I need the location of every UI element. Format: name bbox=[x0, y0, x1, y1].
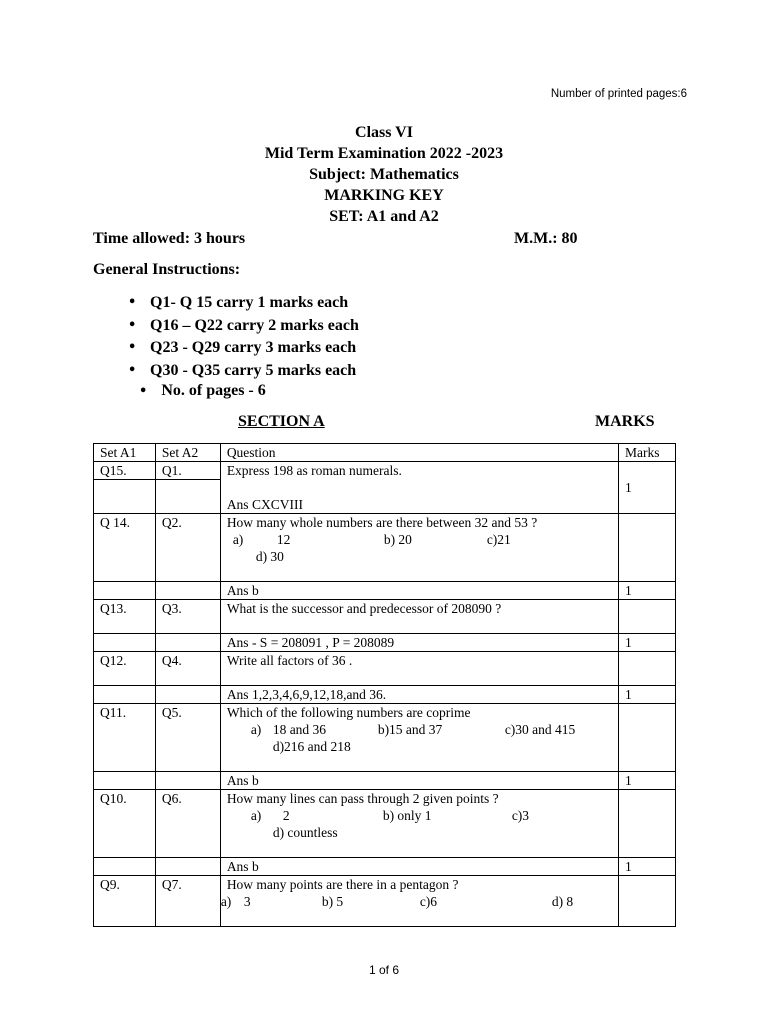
marks-title: MARKS bbox=[595, 413, 655, 430]
option-b: b) 5 bbox=[321, 894, 344, 909]
answer-text: Ans b bbox=[220, 582, 618, 600]
table-header-row bbox=[94, 444, 676, 462]
option-b: b) only 1 bbox=[382, 808, 432, 823]
options-line bbox=[227, 531, 612, 548]
option-d: d)216 and 218 bbox=[272, 739, 351, 754]
table-row bbox=[94, 686, 676, 704]
exam-title: Mid Term Examination 2022 -2023 bbox=[264, 145, 504, 162]
question-text: What is the successor and predecessor of 208090 ? bbox=[220, 600, 618, 634]
option-value: 2 bbox=[282, 808, 290, 823]
answer-text: Ans CXCVIII bbox=[226, 497, 303, 512]
table-row bbox=[94, 514, 676, 582]
marks-cell: 1 bbox=[619, 686, 676, 704]
set-title: SET: A1 and A2 bbox=[329, 208, 439, 225]
marks-cell: 1 bbox=[619, 772, 676, 790]
table-row bbox=[94, 858, 676, 876]
options-line bbox=[227, 807, 612, 824]
set-a1-cell: Q15. bbox=[94, 462, 156, 480]
instruction-item: • Q23 - Q29 carry 3 marks each bbox=[128, 337, 359, 360]
table-row bbox=[94, 772, 676, 790]
question-text: Express 198 as roman numerals. bbox=[226, 463, 402, 478]
set-a2-cell: Q5. bbox=[155, 704, 220, 772]
subject-title: Subject: Mathematics bbox=[309, 166, 459, 183]
answer-text: Ans - S = 208091 , P = 208089 bbox=[220, 634, 618, 652]
table-row bbox=[94, 634, 676, 652]
option-value: 12 bbox=[276, 532, 291, 547]
table-row bbox=[94, 652, 676, 686]
table-row bbox=[94, 704, 676, 772]
set-a2-cell: Q2. bbox=[155, 514, 220, 582]
instructions-title: General Instructions: bbox=[93, 261, 241, 278]
set-a2-cell: Q1. bbox=[155, 462, 220, 480]
set-a1-cell: Q 14. bbox=[94, 514, 156, 582]
option-value: 3 bbox=[243, 894, 251, 909]
set-a1-cell: Q12. bbox=[94, 652, 156, 686]
question-text: Write all factors of 36 . bbox=[220, 652, 618, 686]
answer-text: Ans b bbox=[220, 858, 618, 876]
bullet-icon: • bbox=[139, 384, 148, 399]
question-cell bbox=[220, 876, 618, 927]
set-a1-cell: Q9. bbox=[94, 876, 156, 927]
page-footer: 1 of 6 bbox=[368, 963, 400, 977]
table-row bbox=[94, 790, 676, 858]
option-label: a) bbox=[220, 894, 232, 909]
table-row bbox=[94, 582, 676, 600]
question-text: How many points are there in a pentagon ? bbox=[226, 877, 459, 892]
marks-cell: 1 bbox=[619, 858, 676, 876]
section-title: SECTION A bbox=[238, 413, 325, 430]
max-marks: M.M.: 80 bbox=[514, 230, 578, 247]
answer-text: Ans b bbox=[220, 772, 618, 790]
marking-key-table bbox=[93, 443, 676, 927]
set-a2-cell: Q4. bbox=[155, 652, 220, 686]
question-text: Which of the following numbers are coprime bbox=[226, 705, 471, 720]
printed-pages-note: Number of printed pages:6 bbox=[550, 88, 687, 100]
marks-cell: 1 bbox=[619, 462, 676, 514]
option-label: a) bbox=[250, 808, 262, 823]
option-d: d) 8 bbox=[551, 894, 574, 909]
option-b: b)15 and 37 bbox=[377, 722, 443, 737]
set-a1-cell: Q13. bbox=[94, 600, 156, 634]
table-row bbox=[94, 462, 676, 480]
options-line bbox=[220, 893, 612, 910]
option-c: c)3 bbox=[511, 808, 530, 823]
option-c: c)6 bbox=[419, 894, 438, 909]
question-text: How many whole numbers are there between 32 and 53 ? bbox=[226, 515, 538, 530]
header-cell: Question bbox=[220, 444, 618, 462]
header-cell: Set A1 bbox=[94, 444, 156, 462]
option-d: d) 30 bbox=[255, 549, 284, 564]
option-value: 18 and 36 bbox=[272, 722, 327, 737]
set-a2-cell: Q7. bbox=[155, 876, 220, 927]
options-line bbox=[227, 721, 612, 738]
option-label: a) bbox=[250, 722, 262, 737]
marks-cell: 1 bbox=[619, 634, 676, 652]
option-label: a) bbox=[232, 532, 244, 547]
answer-text: Ans 1,2,3,4,6,9,12,18,and 36. bbox=[220, 686, 618, 704]
question-cell bbox=[220, 704, 618, 772]
instructions-list bbox=[128, 292, 359, 382]
header-cell: Marks bbox=[619, 444, 676, 462]
set-a1-cell: Q11. bbox=[94, 704, 156, 772]
option-d: d) countless bbox=[272, 825, 338, 840]
question-text: How many lines can pass through 2 given points ? bbox=[226, 791, 499, 806]
option-b: b) 20 bbox=[383, 532, 412, 547]
class-title: Class VI bbox=[355, 124, 413, 141]
option-c: c)21 bbox=[486, 532, 511, 547]
header-cell: Set A2 bbox=[155, 444, 220, 462]
set-a2-cell: Q6. bbox=[155, 790, 220, 858]
table-row bbox=[94, 876, 676, 927]
question-cell bbox=[220, 790, 618, 858]
set-a1-cell: Q10. bbox=[94, 790, 156, 858]
time-allowed: Time allowed: 3 hours bbox=[93, 230, 246, 247]
question-cell bbox=[220, 462, 618, 514]
marking-key-title: MARKING KEY bbox=[324, 187, 444, 204]
instruction-item: • Q1- Q 15 carry 1 marks each bbox=[128, 292, 359, 315]
instruction-item-pages: • No. of pages - 6 bbox=[139, 382, 266, 399]
instruction-item: • Q16 – Q22 carry 2 marks each bbox=[128, 315, 359, 338]
option-c: c)30 and 415 bbox=[504, 722, 576, 737]
marks-cell: 1 bbox=[619, 582, 676, 600]
question-cell bbox=[220, 514, 618, 582]
set-a2-cell: Q3. bbox=[155, 600, 220, 634]
instruction-item: • Q30 - Q35 carry 5 marks each bbox=[128, 360, 359, 383]
table-row bbox=[94, 600, 676, 634]
